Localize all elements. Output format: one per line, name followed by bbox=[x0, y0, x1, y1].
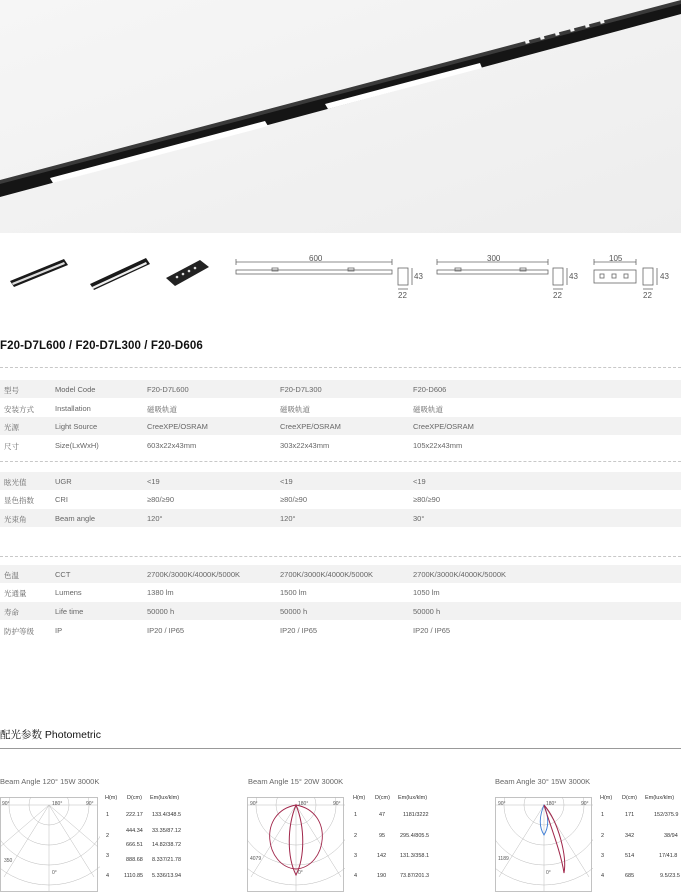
spec-row bbox=[0, 472, 681, 490]
polar-angle-label: 90° bbox=[2, 801, 10, 807]
spec-label-zh: 光源 bbox=[4, 423, 19, 432]
spec-label-zh: 寿命 bbox=[4, 608, 19, 617]
spec-value: ≥80/≥90 bbox=[413, 495, 441, 504]
spec-value: 603x22x43mm bbox=[147, 441, 197, 450]
spec-value: 30° bbox=[413, 514, 425, 523]
table-cell: 3 bbox=[601, 853, 605, 859]
table-cell: 4 bbox=[354, 873, 358, 879]
spec-row bbox=[0, 509, 681, 527]
divider bbox=[0, 461, 681, 462]
dim-length-105: 105 bbox=[609, 254, 623, 263]
spec-row bbox=[0, 436, 681, 454]
beam-title: Beam Angle 120° 15W 3000K bbox=[0, 777, 100, 786]
spec-value: CreeXPE/OSRAM bbox=[280, 422, 341, 431]
spec-label-zh: 防护等级 bbox=[4, 627, 34, 636]
spec-value: CreeXPE/OSRAM bbox=[147, 422, 208, 431]
spec-label-en: Size(LxWxH) bbox=[55, 441, 99, 450]
table-cell: 8.337/21.78 bbox=[152, 857, 182, 863]
table-cell: 5.336/13.94 bbox=[152, 873, 182, 879]
table-cell: 33.35/87.12 bbox=[152, 828, 182, 834]
spec-row bbox=[0, 602, 681, 620]
spec-value: CreeXPE/OSRAM bbox=[413, 422, 474, 431]
spec-label-zh: 尺寸 bbox=[4, 442, 19, 451]
table-cell: 514 bbox=[625, 853, 635, 859]
table-cell: 1 bbox=[601, 812, 605, 818]
spec-label-zh: 型号 bbox=[4, 386, 19, 395]
spec-label-en: CRI bbox=[55, 495, 68, 504]
spec-label-en: Light Source bbox=[55, 422, 98, 431]
polar-angle-label: 0° bbox=[298, 870, 303, 876]
polar-angle-label: 180° bbox=[52, 801, 63, 807]
spec-label-zh: 光束角 bbox=[4, 515, 27, 524]
spec-value: <19 bbox=[280, 477, 293, 486]
table-cell: 4 bbox=[106, 873, 110, 879]
product-drawings bbox=[0, 243, 681, 303]
polar-angle-label: 90° bbox=[250, 801, 258, 807]
spec-row bbox=[0, 417, 681, 435]
table-cell: 171 bbox=[625, 812, 635, 818]
spec-row bbox=[0, 583, 681, 601]
polar-angle-label: 0° bbox=[52, 870, 57, 876]
polar-angle-label: 90° bbox=[498, 801, 506, 807]
spec-label-zh: 安装方式 bbox=[4, 405, 34, 414]
track-light-render bbox=[0, 0, 681, 233]
col-header-e: Em(lux/klm) bbox=[645, 795, 675, 801]
spec-value: ≥80/≥90 bbox=[280, 495, 308, 504]
spec-value: F20-D606 bbox=[413, 385, 447, 394]
spec-value: 120° bbox=[280, 514, 296, 523]
dim-drawing-600 bbox=[236, 259, 412, 289]
spec-label-en: IP bbox=[55, 626, 63, 635]
spec-label-en: CCT bbox=[55, 570, 71, 579]
table-cell: 38/94 bbox=[664, 833, 678, 839]
spec-value: 105x22x43mm bbox=[413, 441, 463, 450]
col-header-d: D(cm) bbox=[622, 795, 637, 801]
table-cell: 3 bbox=[106, 853, 110, 859]
hero-product-image bbox=[0, 0, 681, 233]
dim-width-600: 22 bbox=[398, 291, 407, 300]
spec-value: <19 bbox=[413, 477, 426, 486]
dim-drawing-105 bbox=[594, 259, 657, 289]
polar-angle-label: 180° bbox=[546, 801, 557, 807]
table-cell: 95 bbox=[379, 833, 386, 839]
dim-drawing-300 bbox=[437, 259, 567, 289]
dim-height-300: 43 bbox=[569, 272, 578, 281]
thumb-d606 bbox=[166, 260, 209, 286]
spec-label-en: Installation bbox=[55, 404, 91, 413]
divider bbox=[0, 748, 681, 749]
spec-label-en: Lumens bbox=[55, 588, 82, 597]
table-cell: 1 bbox=[354, 812, 358, 818]
polar-value-label: 350 bbox=[4, 858, 13, 864]
spec-value: IP20 / IP65 bbox=[280, 626, 318, 635]
polar-angle-label: 180° bbox=[298, 801, 309, 807]
dim-height-600: 43 bbox=[414, 272, 423, 281]
col-header-e: Em(lux/klm) bbox=[150, 795, 180, 801]
table-cell: 1181/3222 bbox=[403, 812, 429, 818]
table-cell: 222.17 bbox=[126, 812, 143, 818]
spec-label-en: UGR bbox=[55, 477, 72, 486]
spec-label-en: Model Code bbox=[55, 385, 96, 394]
table-cell: 4 bbox=[601, 873, 605, 879]
table-cell: 47 bbox=[379, 812, 386, 818]
dim-length-300: 300 bbox=[487, 254, 501, 263]
dim-length-600: 600 bbox=[309, 254, 323, 263]
spec-row bbox=[0, 380, 681, 398]
spec-label-zh: 光通量 bbox=[4, 589, 27, 598]
table-cell: 131.3/358.1 bbox=[400, 853, 430, 859]
table-cell: 342 bbox=[625, 833, 635, 839]
spec-value: 2700K/3000K/4000K/5000K bbox=[147, 570, 240, 579]
product-thumbnails-row bbox=[0, 243, 681, 303]
table-cell: 2 bbox=[601, 833, 605, 839]
table-cell: 133.4/348.5 bbox=[152, 812, 182, 818]
spec-value: 2700K/3000K/4000K/5000K bbox=[280, 570, 373, 579]
table-cell: 1110.85 bbox=[124, 873, 144, 879]
table-cell: 666.51 bbox=[126, 842, 143, 848]
spec-value: <19 bbox=[147, 477, 160, 486]
spec-row bbox=[0, 490, 681, 508]
spec-value: 2700K/3000K/4000K/5000K bbox=[413, 570, 506, 579]
spec-value: IP20 / IP65 bbox=[147, 626, 185, 635]
spec-row bbox=[0, 399, 681, 417]
beam-title: Beam Angle 15° 20W 3000K bbox=[248, 777, 344, 786]
table-cell: 295.4/805.5 bbox=[400, 833, 430, 839]
table-cell: 1 bbox=[106, 812, 110, 818]
divider bbox=[0, 367, 681, 368]
table-cell: 2 bbox=[354, 833, 358, 839]
spec-value: 50000 h bbox=[280, 607, 308, 616]
spec-label-zh: 显色指数 bbox=[4, 496, 34, 505]
dim-width-300: 22 bbox=[553, 291, 562, 300]
table-cell: 888.68 bbox=[126, 857, 143, 863]
polar-angle-label: 90° bbox=[86, 801, 94, 807]
table-cell: 9.5/23.5 bbox=[660, 873, 680, 879]
dim-height-105: 43 bbox=[660, 272, 669, 281]
col-header-d: D(cm) bbox=[127, 795, 142, 801]
photometric-title: 配光参数 Photometric bbox=[0, 729, 101, 741]
spec-label-en: Life time bbox=[55, 607, 84, 616]
beam-title: Beam Angle 30° 15W 3000K bbox=[495, 777, 591, 786]
spec-label-en: Beam angle bbox=[55, 514, 96, 523]
thumb-d7l300 bbox=[90, 258, 150, 290]
table-cell: 73.87/201.3 bbox=[400, 873, 430, 879]
table-cell: 14.82/38.72 bbox=[152, 842, 182, 848]
col-header-h: H(m) bbox=[353, 795, 366, 801]
spec-value: 磁吸轨道 bbox=[413, 405, 443, 414]
polar-diagram bbox=[247, 797, 345, 892]
polar-diagram bbox=[0, 797, 100, 892]
product-title: F20-D7L600 / F20-D7L300 / F20-D606 bbox=[0, 340, 203, 352]
col-header-h: H(m) bbox=[105, 795, 118, 801]
spec-value: 120° bbox=[147, 514, 163, 523]
spec-value: 磁吸轨道 bbox=[147, 405, 177, 414]
polar-value-label: 4079 bbox=[250, 856, 262, 862]
spec-label-zh: 眩光值 bbox=[4, 478, 27, 487]
polar-angle-label: 90° bbox=[581, 801, 589, 807]
table-cell: 2 bbox=[106, 833, 110, 839]
spec-value: 50000 h bbox=[413, 607, 441, 616]
table-cell: 685 bbox=[625, 873, 635, 879]
polar-value-label: 1189 bbox=[498, 856, 509, 862]
col-header-h: H(m) bbox=[600, 795, 613, 801]
spec-value: F20-D7L300 bbox=[280, 385, 322, 394]
spec-value: 1050 lm bbox=[413, 588, 440, 597]
col-header-d: D(cm) bbox=[375, 795, 390, 801]
dim-width-105: 22 bbox=[643, 291, 652, 300]
polar-angle-label: 0° bbox=[546, 870, 551, 876]
table-cell: 152/375.9 bbox=[654, 812, 679, 818]
thumb-d7l600 bbox=[10, 259, 68, 287]
col-header-e: Em(lux/klm) bbox=[398, 795, 428, 801]
polar-angle-label: 90° bbox=[333, 801, 341, 807]
table-cell: 190 bbox=[377, 873, 387, 879]
spec-value: 303x22x43mm bbox=[280, 441, 330, 450]
table-cell: 17/41.8 bbox=[659, 853, 678, 859]
spec-value: 1380 lm bbox=[147, 588, 174, 597]
spec-row bbox=[0, 565, 681, 583]
spec-row bbox=[0, 621, 681, 639]
spec-value: 50000 h bbox=[147, 607, 175, 616]
spec-value: 1500 lm bbox=[280, 588, 307, 597]
spec-value: IP20 / IP65 bbox=[413, 626, 451, 635]
divider bbox=[0, 556, 681, 557]
spec-value: ≥80/≥90 bbox=[147, 495, 175, 504]
spec-label-zh: 色温 bbox=[4, 571, 19, 580]
spec-value: F20-D7L600 bbox=[147, 385, 189, 394]
polar-diagram bbox=[495, 797, 593, 892]
table-cell: 444.34 bbox=[126, 828, 143, 834]
spec-value: 磁吸轨道 bbox=[280, 405, 310, 414]
table-cell: 3 bbox=[354, 853, 358, 859]
table-cell: 142 bbox=[377, 853, 387, 859]
